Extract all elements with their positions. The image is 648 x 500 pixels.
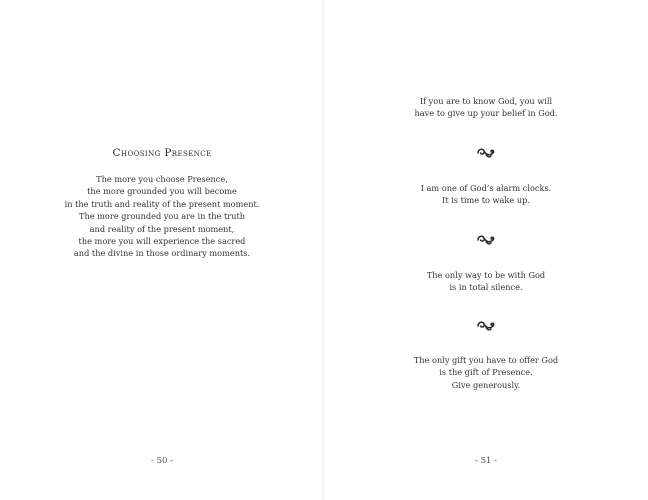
page-heading: Choosing Presence <box>112 147 212 159</box>
text-line: and the divine in those ordinary moments. <box>73 248 251 259</box>
quote-line: Give generously. <box>451 379 521 390</box>
body-text <box>0 173 324 260</box>
text-line: The more you choose Presence, <box>96 174 228 184</box>
scroll-ornament-icon <box>476 147 496 159</box>
quote-line: It is time to wake up. <box>442 195 530 206</box>
quote-block <box>324 269 648 294</box>
text-line: the more you will experience the sacred <box>78 236 246 247</box>
text-line: the more grounded you will become <box>87 186 237 197</box>
quote-block <box>324 182 648 207</box>
quote-block <box>324 95 648 120</box>
right-page <box>324 0 648 500</box>
quote-line: If you are to know God, you will <box>419 96 553 106</box>
text-line: and reality of the present moment, <box>89 223 235 234</box>
quote-line: I am one of God’s alarm clocks. <box>420 183 552 193</box>
quote-line: is in total silence. <box>449 282 523 293</box>
text-line: The more grounded you are in the truth <box>78 211 246 222</box>
scroll-ornament-icon <box>476 234 496 246</box>
quote-line: is the gift of Presence. <box>439 367 533 378</box>
quote-line: have to give up your belief in God. <box>414 108 558 119</box>
page-number: - 50 - <box>151 456 173 466</box>
quote-block <box>324 354 648 391</box>
scroll-ornament-icon <box>476 320 496 332</box>
page-number: - 51 - <box>475 456 497 466</box>
quote-line: The only gift you have to offer God <box>413 355 559 365</box>
quote-line: The only way to be with God <box>426 270 546 280</box>
text-line: in the truth and reality of the present moment. <box>64 198 260 209</box>
